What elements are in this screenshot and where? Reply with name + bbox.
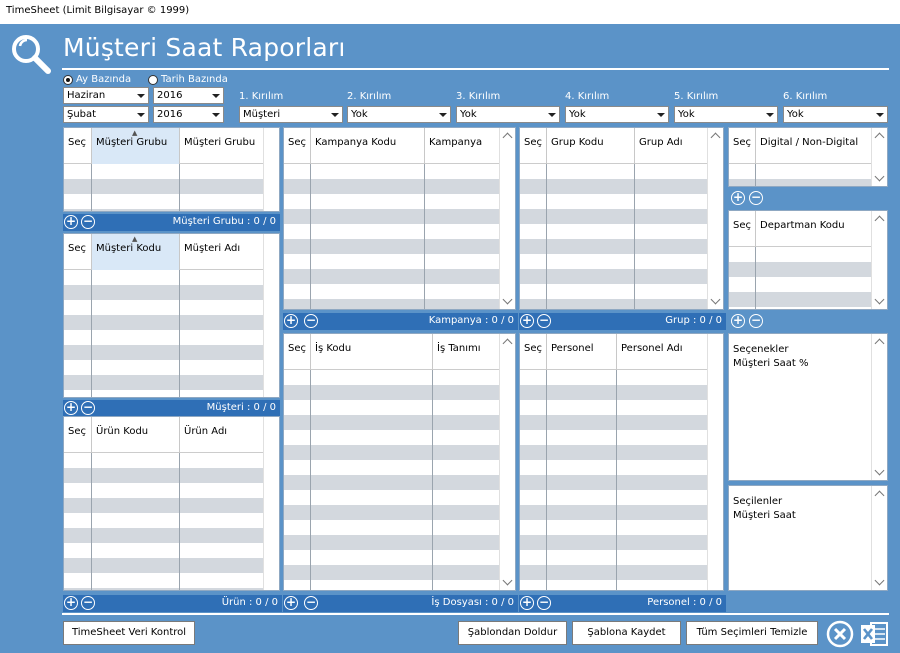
grid-rows[interactable]: [520, 164, 707, 309]
grid-header: [64, 234, 279, 270]
grid-rows[interactable]: [284, 370, 499, 590]
add-icon[interactable]: +: [521, 595, 533, 609]
remove-icon[interactable]: −: [538, 313, 550, 327]
vertical-scrollbar[interactable]: [263, 128, 279, 211]
fill-from-template-button[interactable]: Şablondan Doldur: [458, 621, 567, 645]
excel-icon[interactable]: [859, 620, 889, 648]
col-divider: [546, 164, 547, 309]
col-label: Müşteri Grubu: [96, 137, 168, 148]
vertical-scrollbar[interactable]: [707, 128, 723, 309]
col-divider: [432, 370, 433, 590]
breakdown-5-label: 5. Kırılım: [674, 91, 719, 102]
sort-up-icon: ▲: [132, 129, 138, 137]
vertical-scrollbar[interactable]: [871, 128, 887, 186]
vertical-scrollbar[interactable]: [871, 211, 887, 309]
group-count: Grup : 0 / 0: [665, 315, 722, 326]
selected-list[interactable]: [728, 485, 888, 591]
job-grid[interactable]: [283, 333, 516, 591]
col-customer-code[interactable]: [92, 234, 180, 270]
group-grid[interactable]: [519, 127, 724, 310]
breakdown-1-label: 1. Kırılım: [239, 91, 284, 102]
footer-divider: [62, 613, 889, 615]
col-customer-name[interactable]: Müşteri Adı: [180, 234, 265, 270]
vertical-scrollbar[interactable]: [871, 486, 887, 590]
col-divider: [616, 370, 617, 590]
col-sec[interactable]: Seç: [284, 334, 311, 370]
grid-rows[interactable]: [64, 270, 263, 397]
col-group-code[interactable]: Grup Kodu: [547, 128, 635, 164]
remove-icon[interactable]: −: [305, 313, 317, 327]
col-sec[interactable]: Seç: [284, 128, 311, 164]
scroll-up-icon[interactable]: [875, 339, 885, 349]
vertical-scrollbar[interactable]: [707, 334, 723, 590]
col-divider: [424, 164, 425, 309]
title-divider: [62, 68, 889, 70]
add-icon[interactable]: +: [521, 313, 533, 327]
col-product-code[interactable]: Ürün Kodu: [92, 417, 180, 453]
remove-icon[interactable]: −: [82, 214, 94, 228]
col-digital[interactable]: Digital / Non-Digital: [756, 128, 873, 164]
remove-icon[interactable]: −: [82, 400, 94, 414]
digital-footer: [728, 190, 888, 207]
chevron-down-icon: [137, 113, 145, 117]
customer-group-footer: [63, 214, 280, 231]
breakdown-2-select[interactable]: [347, 106, 451, 123]
grid-header: [520, 128, 723, 164]
department-footer: [728, 313, 888, 330]
col-divider: [91, 453, 92, 590]
breakdown-3-label: 3. Kırılım: [456, 91, 501, 102]
col-divider: [91, 164, 92, 211]
remove-icon[interactable]: −: [82, 595, 94, 609]
add-icon[interactable]: +: [285, 595, 297, 609]
add-icon[interactable]: +: [285, 313, 297, 327]
start-year-value: 2016: [157, 90, 183, 101]
remove-icon[interactable]: −: [305, 595, 317, 609]
remove-icon[interactable]: −: [538, 595, 550, 609]
remove-icon[interactable]: −: [750, 313, 762, 327]
col-campaign-name[interactable]: Kampanya: [425, 128, 501, 164]
col-divider: [179, 164, 180, 211]
col-personnel-name[interactable]: Personel Adı: [617, 334, 709, 370]
scroll-down-icon[interactable]: [875, 576, 885, 586]
radio-icon: [63, 75, 73, 85]
sort-up-icon: ▲: [132, 235, 138, 243]
save-template-button[interactable]: Şablona Kaydet: [572, 621, 681, 645]
product-grid[interactable]: [63, 416, 280, 591]
scroll-up-icon[interactable]: [711, 133, 721, 143]
grid-rows[interactable]: [520, 370, 707, 590]
col-divider: [179, 453, 180, 590]
chevron-down-icon: [766, 113, 774, 117]
col-divider: [91, 270, 92, 397]
col-divider: [634, 164, 635, 309]
col-customer-group-code[interactable]: [92, 128, 180, 164]
col-divider: [755, 247, 756, 309]
col-sec[interactable]: Seç: [729, 211, 756, 247]
radio-date-basis[interactable]: [148, 74, 228, 85]
selected-item[interactable]: Müşteri Saat: [733, 510, 796, 521]
breakdown-6-select[interactable]: [783, 106, 888, 123]
col-group-name[interactable]: Grup Adı: [635, 128, 709, 164]
scroll-up-icon[interactable]: [875, 133, 885, 143]
grid-header: [284, 128, 515, 164]
col-product-name[interactable]: Ürün Adı: [180, 417, 265, 453]
col-campaign-code[interactable]: Kampanya Kodu: [311, 128, 425, 164]
col-divider: [755, 164, 756, 186]
window-titlebar: [0, 0, 900, 24]
add-icon[interactable]: +: [65, 214, 77, 228]
breakdown-1-select[interactable]: [239, 106, 343, 123]
campaign-grid[interactable]: [283, 127, 516, 310]
col-department-code[interactable]: Departman Kodu: [756, 211, 873, 247]
breakdown-2-label: 2. Kırılım: [347, 91, 392, 102]
personnel-footer: [519, 595, 726, 612]
end-year-select[interactable]: [153, 106, 224, 123]
grid-rows[interactable]: [64, 164, 263, 211]
customer-count: Müşteri : 0 / 0: [206, 402, 276, 413]
add-icon[interactable]: +: [65, 400, 77, 414]
customer-grid[interactable]: [63, 233, 280, 398]
department-grid[interactable]: [728, 210, 888, 310]
radio-month-basis[interactable]: [63, 74, 131, 85]
grid-header: [520, 334, 723, 370]
scroll-up-icon[interactable]: [875, 491, 885, 501]
end-month-value: Şubat: [67, 109, 97, 120]
add-icon[interactable]: +: [732, 313, 744, 327]
breakdown-4-label: 4. Kırılım: [565, 91, 610, 102]
col-sec[interactable]: Seç: [64, 417, 92, 453]
col-divider: [179, 270, 180, 397]
options-title: Seçenekler: [733, 344, 789, 355]
customer-group-grid[interactable]: [63, 127, 280, 212]
breakdown-5-value: Yok: [678, 109, 695, 120]
col-sec[interactable]: Seç: [520, 334, 547, 370]
scroll-down-icon[interactable]: [503, 576, 513, 586]
grid-rows[interactable]: [729, 164, 871, 186]
scroll-up-icon[interactable]: [503, 339, 513, 349]
scroll-down-icon[interactable]: [875, 466, 885, 476]
clear-all-selections-button[interactable]: Tüm Seçimleri Temizle: [686, 621, 818, 645]
page-title: Müşteri Saat Raporları: [63, 33, 346, 62]
col-divider: [546, 370, 547, 590]
chevron-down-icon: [212, 94, 220, 98]
col-sec[interactable]: Seç: [520, 128, 547, 164]
chevron-down-icon: [439, 113, 447, 117]
campaign-count: Kampanya : 0 / 0: [428, 315, 514, 326]
campaign-footer: [283, 313, 518, 330]
breakdown-2-value: Yok: [351, 109, 368, 120]
col-divider: [310, 164, 311, 309]
selected-title: Seçilenler: [733, 496, 783, 507]
scroll-down-icon[interactable]: [875, 295, 885, 305]
col-personnel-code[interactable]: Personel: [547, 334, 617, 370]
col-divider: [310, 370, 311, 590]
col-sec[interactable]: Seç: [64, 234, 92, 270]
grid-header: [284, 334, 515, 370]
remove-icon[interactable]: −: [750, 190, 762, 204]
vertical-scrollbar[interactable]: [499, 334, 515, 590]
breakdown-3-select[interactable]: [456, 106, 560, 123]
breakdown-4-select[interactable]: [565, 106, 669, 123]
scroll-up-icon[interactable]: [503, 133, 513, 143]
options-list[interactable]: [728, 333, 888, 481]
col-label: Müşteri Kodu: [96, 243, 162, 254]
job-count: İş Dosyası : 0 / 0: [431, 597, 514, 608]
scroll-down-icon[interactable]: [503, 295, 513, 305]
job-footer: [283, 595, 518, 612]
chevron-down-icon: [657, 113, 665, 117]
search-icon: [10, 33, 52, 75]
customer-footer: [63, 400, 280, 417]
end-year-value: 2016: [157, 109, 183, 120]
start-year-select[interactable]: [153, 87, 224, 104]
chevron-down-icon: [137, 94, 145, 98]
grid-header: [729, 211, 887, 247]
chevron-down-icon: [331, 113, 339, 117]
vertical-scrollbar[interactable]: [263, 234, 279, 397]
digital-grid[interactable]: [728, 127, 888, 187]
col-customer-group-name[interactable]: Müşteri Grubu: [180, 128, 265, 164]
vertical-scrollbar[interactable]: [499, 128, 515, 309]
grid-header: [64, 128, 279, 164]
end-month-select[interactable]: [63, 106, 149, 123]
radio-icon: [148, 75, 158, 85]
window-title: TimeSheet (Limit Bilgisayar © 1999): [6, 5, 190, 16]
add-icon[interactable]: +: [65, 595, 77, 609]
breakdown-6-value: Yok: [787, 109, 804, 120]
col-job-code[interactable]: İş Kodu: [311, 334, 433, 370]
grid-rows[interactable]: [284, 164, 499, 309]
product-count: Ürün : 0 / 0: [221, 597, 278, 608]
vertical-scrollbar[interactable]: [263, 417, 279, 590]
data-check-button[interactable]: TimeSheet Veri Kontrol: [63, 621, 195, 645]
chevron-down-icon: [876, 113, 884, 117]
breakdown-6-label: 6. Kırılım: [783, 91, 828, 102]
grid-header: [64, 417, 279, 453]
personnel-grid[interactable]: [519, 333, 724, 591]
grid-rows[interactable]: [64, 453, 263, 590]
radio-month-label: Ay Bazında: [76, 74, 132, 85]
breakdown-1-value: Müşteri: [243, 109, 281, 120]
start-month-select[interactable]: [63, 87, 149, 104]
col-sec[interactable]: Seç: [64, 128, 92, 164]
chevron-down-icon: [212, 113, 220, 117]
vertical-scrollbar[interactable]: [871, 334, 887, 480]
radio-date-label: Tarih Bazında: [161, 74, 228, 85]
col-job-description[interactable]: İş Tanımı: [433, 334, 501, 370]
scroll-down-icon[interactable]: [711, 295, 721, 305]
personnel-count: Personel : 0 / 0: [647, 597, 722, 608]
group-footer: [519, 313, 726, 330]
start-month-value: Haziran: [67, 90, 106, 101]
close-icon[interactable]: [826, 620, 854, 648]
options-item[interactable]: Müşteri Saat %: [733, 358, 809, 369]
product-footer: [63, 595, 282, 612]
breakdown-3-value: Yok: [460, 109, 477, 120]
customer-group-count: Müşteri Grubu : 0 / 0: [172, 216, 276, 227]
breakdown-5-select[interactable]: [674, 106, 778, 123]
grid-rows[interactable]: [729, 247, 871, 309]
breakdown-4-value: Yok: [569, 109, 586, 120]
col-sec[interactable]: Seç: [729, 128, 756, 164]
add-icon[interactable]: +: [732, 190, 744, 204]
scroll-up-icon[interactable]: [875, 216, 885, 226]
scroll-down-icon[interactable]: [875, 172, 885, 182]
grid-header: [729, 128, 887, 164]
chevron-down-icon: [548, 113, 556, 117]
